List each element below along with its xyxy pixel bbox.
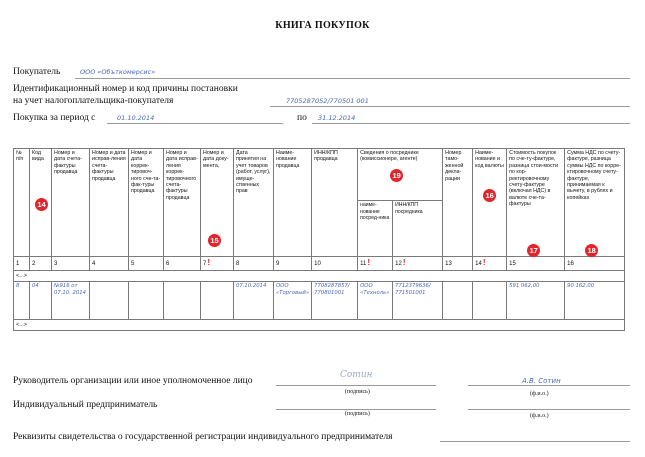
col-number-2: 2 xyxy=(30,257,52,271)
row-cell-8: 07.10.2014 xyxy=(234,282,274,320)
col-number-13: 13 xyxy=(443,257,473,271)
table-row xyxy=(14,282,625,320)
row-cell-9: ООО «Торговый» xyxy=(274,282,312,320)
col-number-4: 4 xyxy=(90,257,129,271)
head-label: Руководитель организации или иное уполномоченное лицо xyxy=(13,376,253,386)
badge-16: 16 xyxy=(483,189,496,202)
col-number-12: 12 xyxy=(395,261,402,267)
head-signature: Сотин xyxy=(340,370,373,380)
requisites-underline xyxy=(440,441,630,442)
col-number-14: 14 xyxy=(475,261,482,267)
header-cell-11-12 xyxy=(358,149,443,201)
exclamation-icon: ! xyxy=(482,258,486,267)
col-number-11: 11 xyxy=(360,261,367,267)
header-cell-14-text: Наиме-нование и код валюты xyxy=(475,150,504,169)
period-to: 31.12.2014 xyxy=(318,114,356,122)
ip-sign-underline xyxy=(276,409,436,410)
row-cell-12: 7712379636/ 771501001 xyxy=(393,282,443,320)
header-cell-3: Номер и дата счета-фактуры продавца xyxy=(52,149,90,257)
period-to-label: по xyxy=(297,113,307,123)
exclamation-icon: ! xyxy=(402,258,406,267)
row-cell-13 xyxy=(443,282,473,320)
ellipsis-row-top: <...> xyxy=(14,271,625,282)
header-cell-16-text: Сумма НДС по счету-фактуре, разница суммы НДС по корре-ктировочному счету-фактуре, принимаемая к вычету, в рублях и копейках xyxy=(567,150,621,201)
header-cell-7 xyxy=(201,149,234,257)
head-name-underline xyxy=(468,385,630,386)
row-cell-11: ООО «Техноль» xyxy=(358,282,393,320)
badge-14: 14 xyxy=(35,198,48,211)
header-cell-15-text: Стоимость покупок по сче-ту-фактуре, разница стои-мости по кор-ректировочному счету-фактуре (включая НДС) в валюте сче-та-фактуры xyxy=(509,150,559,208)
badge-19: 19 xyxy=(390,169,403,182)
header-cell-4: Номер и дата исправ-ления счета-фактуры продавца xyxy=(90,149,129,257)
head-fio-caption: (ф.и.о.) xyxy=(530,391,549,397)
col-number-7-cell xyxy=(201,257,234,271)
page-title: КНИГА ПОКУПОК xyxy=(275,20,370,31)
row-cell-15: 591 062,00 xyxy=(507,282,565,320)
badge-18: 18 xyxy=(585,244,598,257)
header-cell-7-text: Номер и дата доку-мента, xyxy=(203,150,229,169)
header-cell-16 xyxy=(565,149,625,257)
head-sign-underline xyxy=(276,385,436,386)
col-number-6: 6 xyxy=(164,257,201,271)
ip-podpis-caption: (подпись) xyxy=(345,411,370,417)
row-cell-7 xyxy=(201,282,234,320)
header-cell-11-12-text: Сведения о посреднике (комиссионере, агенте) xyxy=(360,150,419,163)
col-number-10: 10 xyxy=(312,257,358,271)
row-cell-14 xyxy=(473,282,507,320)
col-number-9: 9 xyxy=(274,257,312,271)
row-cell-10: 7708287857/ 770801001 xyxy=(312,282,358,320)
badge-15: 15 xyxy=(208,234,221,247)
row-cell-6 xyxy=(164,282,201,320)
header-cell-2 xyxy=(30,149,52,257)
period-from-underline xyxy=(107,123,283,124)
inn-underline xyxy=(270,106,630,107)
col-number-16: 16 xyxy=(565,257,625,271)
row-cell-5 xyxy=(129,282,164,320)
head-name: А.В. Сотин xyxy=(522,377,561,385)
header-cell-9: Наиме-нование продавца xyxy=(274,149,312,257)
purchase-book-table xyxy=(13,148,625,331)
exclamation-icon: ! xyxy=(207,258,211,267)
col-number-15: 15 xyxy=(507,257,565,271)
header-cell-2-text: Код вида xyxy=(32,150,44,163)
header-cell-8: Дата принятия на учет товаров (работ, услуг), имуще-ственных прав xyxy=(234,149,274,257)
buyer-label: Покупатель xyxy=(13,67,61,77)
header-cell-5: Номер и дата коррек-тировоч-ного сче-та-фак-туры продавца xyxy=(129,149,164,257)
col-number-7: 7 xyxy=(203,261,207,267)
header-cell-13: Номер тамо-женной декла-рации xyxy=(443,149,473,257)
inn-label-1: Идентификационный номер и код причины постановки xyxy=(13,84,238,94)
buyer-value: ООО «Объткомерсис» xyxy=(80,68,156,76)
ip-fio-caption: (ф.и.о.) xyxy=(530,413,549,419)
row-cell-2: 04 xyxy=(30,282,52,320)
head-podpis-caption: (подпись) xyxy=(345,389,370,395)
header-cell-15 xyxy=(507,149,565,257)
col-number-14-cell xyxy=(473,257,507,271)
row-cell-4 xyxy=(90,282,129,320)
row-cell-16: 90 162,00 xyxy=(565,282,625,320)
header-cell-6: Номер и дата исправ-ления коррек-тировочного счета-фактуры продавца xyxy=(164,149,201,257)
inn-label-2: на учет налогоплательщика-покупателя xyxy=(13,96,174,106)
inn-value: 7705287052/770501 001 xyxy=(286,97,369,105)
badge-17: 17 xyxy=(527,244,540,257)
ip-name-underline xyxy=(468,409,630,410)
exclamation-icon: ! xyxy=(367,258,371,267)
col-number-11-cell xyxy=(358,257,393,271)
row-cell-1: 8 xyxy=(14,282,30,320)
header-cell-14 xyxy=(473,149,507,257)
header-cell-12: ИНН/КПП посредника xyxy=(393,201,443,257)
col-number-5: 5 xyxy=(129,257,164,271)
period-to-underline xyxy=(312,123,630,124)
buyer-underline xyxy=(75,78,630,79)
header-cell-11: наиме-нование посред-ника xyxy=(358,201,393,257)
col-number-8: 8 xyxy=(234,257,274,271)
requisites-label: Реквизиты свидетельства о государственной регистрации индивидуального предпринимателя xyxy=(13,432,393,442)
ip-label: Индивидуальный предприниматель xyxy=(13,400,158,410)
ellipsis-row-bottom: <...> xyxy=(14,320,625,331)
header-cell-10: ИНН/КПП продавца xyxy=(312,149,358,257)
row-cell-3: №916 от 07.10. 2014 xyxy=(52,282,90,320)
header-cell-1: № п/п xyxy=(14,149,30,257)
period-from: 01.10.2014 xyxy=(117,114,155,122)
period-label: Покупка за период с xyxy=(13,113,96,123)
col-number-12-cell xyxy=(393,257,443,271)
col-number-3: 3 xyxy=(52,257,90,271)
col-number-1: 1 xyxy=(14,257,30,271)
